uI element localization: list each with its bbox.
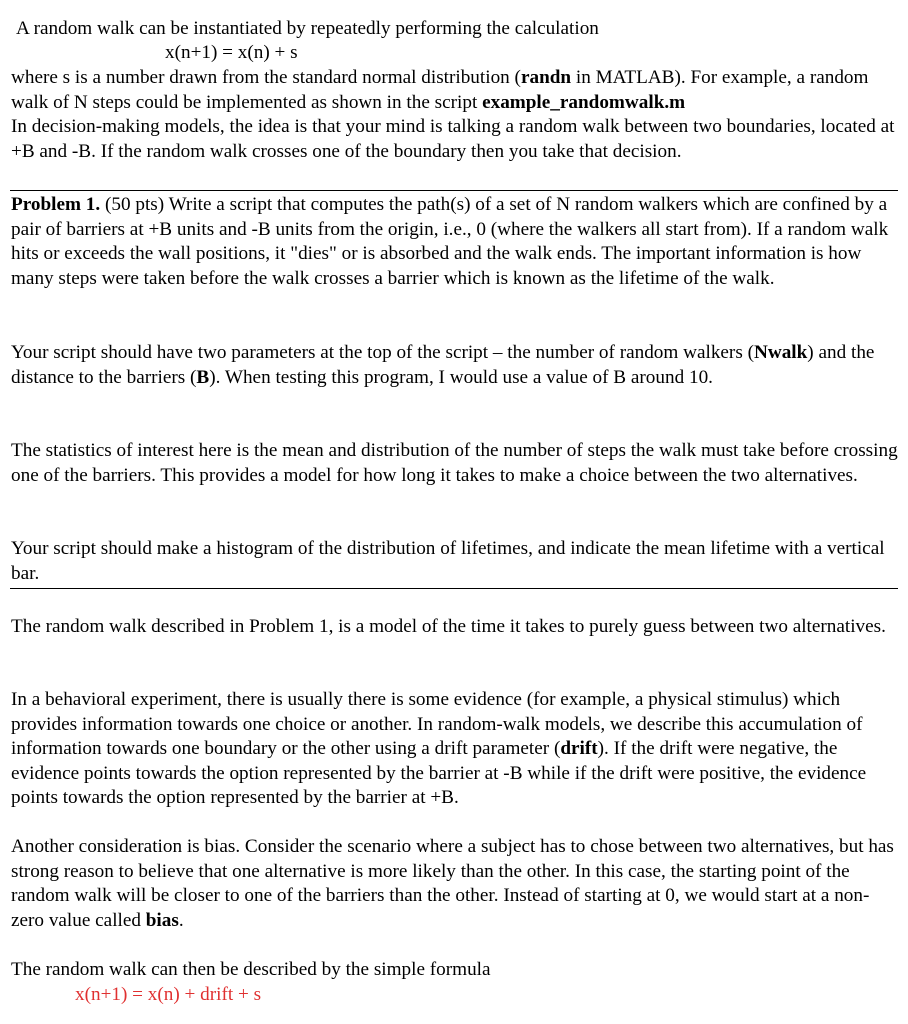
decision-paragraph: In decision-making models, the idea is that your mind is talking a random walk between two boundaries, located at +B and -B. If the random walk crosses one of the boundary then you take that decision. bbox=[11, 116, 895, 162]
nwalk-param: Nwalk bbox=[753, 342, 808, 363]
formula-intro: The random walk can then be described by the simple formula bbox=[11, 959, 491, 980]
problem1-paragraph: Problem 1. (50 pts) Write a script that computes the path(s) of a set of N random walkers which are confined by a pair of barriers at +B units and -B units from the origin, i.e., 0 (where the walkers all start from). If a random walk hits or exceeds the wall positions, it "dies" or is absorbed and the walk ends. The important information is how many steps were taken before the walk crosses a barrier which is known as the lifetime of the walk. bbox=[11, 194, 889, 289]
b-param: B bbox=[196, 366, 210, 388]
guess-paragraph: The random walk described in Problem 1, is a model of the time it takes to purely guess between two alternatives. bbox=[11, 616, 886, 637]
intro-paragraph: where s is a number drawn from the standard normal distribution (randn in MATLAB). For example, a random walk of N steps could be implemented as shown in the script example_randomwalk.m bbox=[11, 67, 869, 113]
divider-top bbox=[10, 190, 898, 191]
script-name: example_randomwalk.m bbox=[482, 91, 686, 113]
statistics-paragraph: The statistics of interest here is the mean and distribution of the number of steps the walk must take before crossing one of the barriers. This provides a model for how long it takes to make a choice between the two alternatives. bbox=[11, 440, 898, 486]
intro-line: A random walk can be instantiated by repeatedly performing the calculation bbox=[16, 18, 599, 39]
divider-bottom bbox=[10, 588, 898, 589]
bias-param: bias bbox=[145, 909, 179, 931]
parameters-paragraph: Your script should have two parameters at the top of the script – the number of random walkers (Nwalk) and the distance to the barriers (B). When testing this program, I would use a value of B around 10. bbox=[11, 342, 875, 388]
histogram-paragraph: Your script should make a histogram of the distribution of lifetimes, and indicate the mean lifetime with a vertical bar. bbox=[11, 538, 885, 584]
drift-param: drift bbox=[560, 738, 598, 759]
formula-drift: x(n+1) = x(n) + drift + s bbox=[75, 984, 262, 1005]
formula-basic: x(n+1) = x(n) + s bbox=[165, 42, 298, 63]
randn-keyword: randn bbox=[520, 67, 572, 88]
problem-label: Problem 1. bbox=[11, 194, 101, 215]
bias-paragraph: Another consideration is bias. Consider the scenario where a subject has to chose between two alternatives, but has strong reason to believe that one alternative is more likely than the other. In this case, the starting point of the random walk will be closer to one of the barriers than the other. Instead of starting at 0, we would start at a non-zero value called bias. bbox=[11, 836, 894, 931]
drift-paragraph: In a behavioral experiment, there is usually there is some evidence (for example, a physical stimulus) which provides information towards one choice or another. In random-walk models, we describe this accumulation of information towards one boundary or the other using a drift parameter (drift). If the drift were negative, the evidence points towards the option represented by the barrier at -B while if the drift were positive, the evidence points towards the option represented by the barrier at +B. bbox=[11, 689, 867, 808]
